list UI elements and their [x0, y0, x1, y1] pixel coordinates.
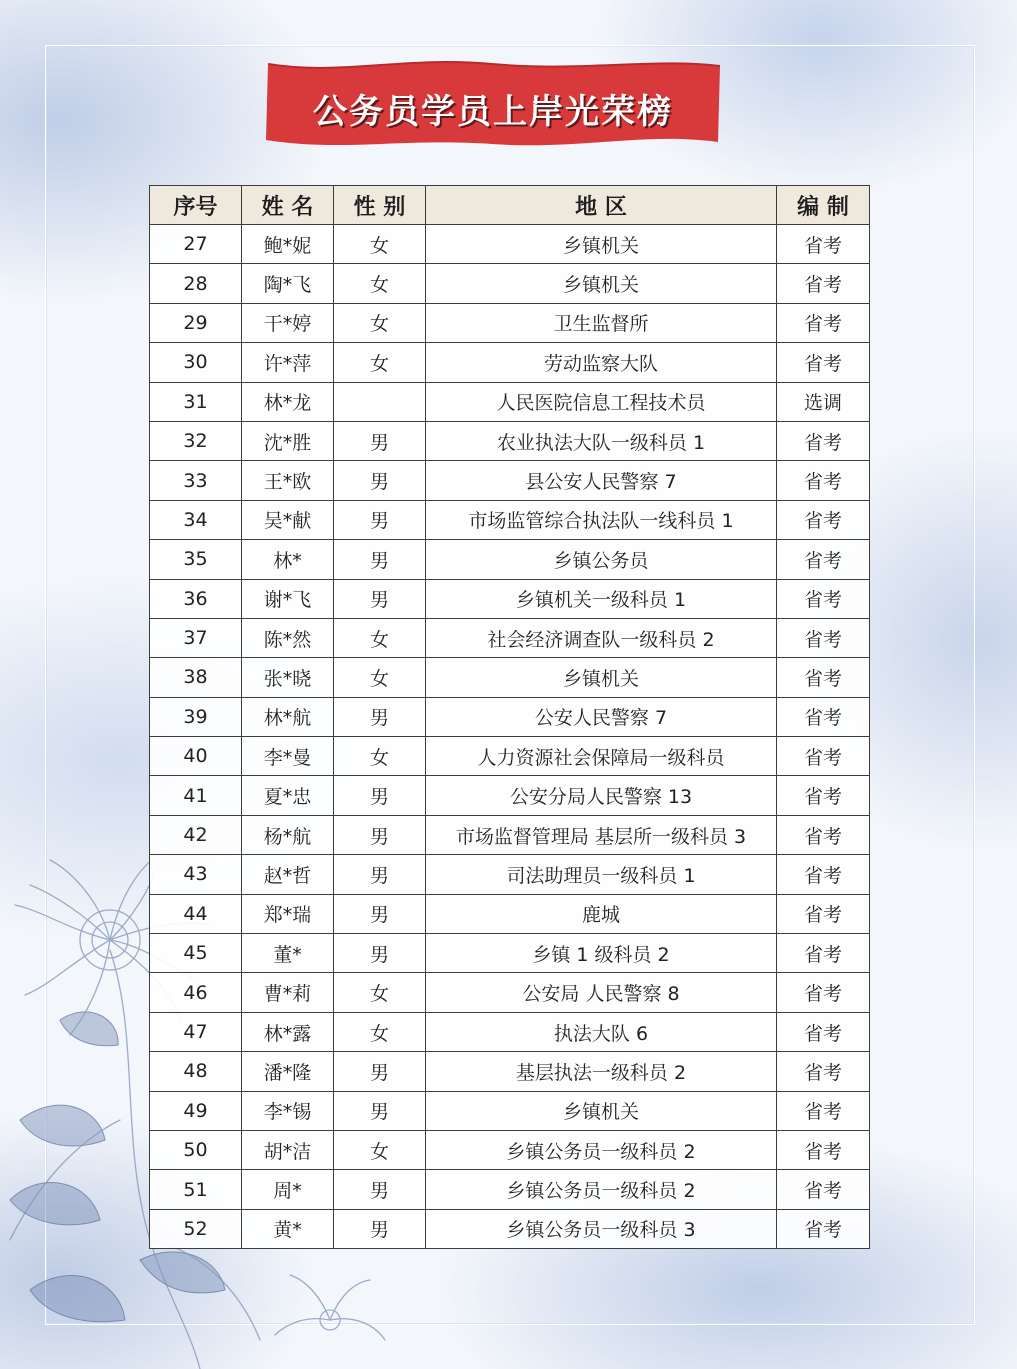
table-row — [150, 1130, 870, 1169]
cell-gender: 男 — [334, 500, 426, 539]
table-row — [150, 303, 870, 342]
header-gender: 性 别 — [334, 186, 426, 225]
cell-region: 市场监管综合执法队一线科员 1 — [426, 500, 777, 539]
cell-number: 50 — [150, 1130, 242, 1169]
cell-number: 33 — [150, 461, 242, 500]
cell-category: 省考 — [777, 461, 870, 500]
cell-gender: 女 — [334, 264, 426, 303]
honor-roll-table — [149, 185, 870, 1249]
table-row — [150, 421, 870, 460]
cell-name: 潘*隆 — [242, 1052, 334, 1091]
table-row — [150, 579, 870, 618]
cell-number: 31 — [150, 382, 242, 421]
cell-gender: 男 — [334, 461, 426, 500]
table-row — [150, 382, 870, 421]
cell-region: 乡镇机关 — [426, 1091, 777, 1130]
cell-number: 27 — [150, 225, 242, 264]
cell-name: 赵*哲 — [242, 855, 334, 894]
cell-name: 林*航 — [242, 697, 334, 736]
cell-number: 32 — [150, 421, 242, 460]
cell-region: 乡镇公务员一级科员 3 — [426, 1209, 777, 1248]
cell-number: 45 — [150, 934, 242, 973]
cell-number: 49 — [150, 1091, 242, 1130]
cell-category: 省考 — [777, 934, 870, 973]
cell-region: 县公安人民警察 7 — [426, 461, 777, 500]
cell-category: 省考 — [777, 894, 870, 933]
table-row — [150, 934, 870, 973]
cell-category: 省考 — [777, 776, 870, 815]
cell-number: 51 — [150, 1170, 242, 1209]
cell-name: 陈*然 — [242, 618, 334, 657]
cell-category: 省考 — [777, 618, 870, 657]
cell-name: 胡*洁 — [242, 1130, 334, 1169]
cell-number: 37 — [150, 618, 242, 657]
cell-name: 谢*飞 — [242, 579, 334, 618]
cell-number: 43 — [150, 855, 242, 894]
cell-number: 30 — [150, 343, 242, 382]
cell-gender: 女 — [334, 343, 426, 382]
cell-category: 省考 — [777, 500, 870, 539]
cell-number: 42 — [150, 815, 242, 854]
cell-category: 省考 — [777, 1130, 870, 1169]
cell-number: 46 — [150, 973, 242, 1012]
title-banner — [262, 58, 724, 154]
cell-name: 许*萍 — [242, 343, 334, 382]
cell-number: 36 — [150, 579, 242, 618]
cell-category: 省考 — [777, 540, 870, 579]
cell-category: 省考 — [777, 225, 870, 264]
header-number: 序号 — [150, 186, 242, 225]
cell-number: 47 — [150, 1012, 242, 1051]
cell-category: 省考 — [777, 1170, 870, 1209]
table-row — [150, 1012, 870, 1051]
header-category: 编 制 — [777, 186, 870, 225]
cell-category: 省考 — [777, 303, 870, 342]
cell-gender: 男 — [334, 540, 426, 579]
cell-gender: 男 — [334, 815, 426, 854]
cell-category: 选调 — [777, 382, 870, 421]
cell-name: 王*欧 — [242, 461, 334, 500]
table-row — [150, 264, 870, 303]
table-row — [150, 461, 870, 500]
cell-region: 公安人民警察 7 — [426, 697, 777, 736]
cell-category: 省考 — [777, 855, 870, 894]
cell-name: 李*曼 — [242, 737, 334, 776]
cell-name: 李*锡 — [242, 1091, 334, 1130]
cell-gender: 男 — [334, 697, 426, 736]
table-row — [150, 776, 870, 815]
cell-region: 乡镇 1 级科员 2 — [426, 934, 777, 973]
cell-name: 曹*莉 — [242, 973, 334, 1012]
table-row — [150, 1091, 870, 1130]
cell-category: 省考 — [777, 815, 870, 854]
cell-name: 林* — [242, 540, 334, 579]
cell-number: 39 — [150, 697, 242, 736]
cell-gender: 男 — [334, 1091, 426, 1130]
cell-category: 省考 — [777, 421, 870, 460]
cell-region: 司法助理员一级科员 1 — [426, 855, 777, 894]
table-row — [150, 225, 870, 264]
cell-name: 林*露 — [242, 1012, 334, 1051]
cell-region: 乡镇机关 — [426, 264, 777, 303]
cell-gender: 男 — [334, 894, 426, 933]
cell-number: 28 — [150, 264, 242, 303]
cell-gender: 女 — [334, 737, 426, 776]
cell-region: 人力资源社会保障局一级科员 — [426, 737, 777, 776]
cell-name: 陶*飞 — [242, 264, 334, 303]
cell-region: 乡镇机关 — [426, 225, 777, 264]
cell-gender: 男 — [334, 1209, 426, 1248]
cell-gender: 男 — [334, 855, 426, 894]
cell-name: 夏*忠 — [242, 776, 334, 815]
cell-category: 省考 — [777, 579, 870, 618]
cell-category: 省考 — [777, 264, 870, 303]
cell-region: 乡镇机关一级科员 1 — [426, 579, 777, 618]
table-row — [150, 973, 870, 1012]
table-row — [150, 540, 870, 579]
cell-gender: 男 — [334, 776, 426, 815]
cell-category: 省考 — [777, 1209, 870, 1248]
banner-title: 公务员学员上岸光荣榜 — [313, 92, 673, 132]
cell-category: 省考 — [777, 658, 870, 697]
cell-region: 公安局 人民警察 8 — [426, 973, 777, 1012]
table-row — [150, 500, 870, 539]
cell-gender: 女 — [334, 225, 426, 264]
cell-name: 鲍*妮 — [242, 225, 334, 264]
table-body — [150, 225, 870, 1249]
table-row — [150, 737, 870, 776]
table-header-row — [150, 186, 870, 225]
cell-category: 省考 — [777, 1012, 870, 1051]
cell-category: 省考 — [777, 697, 870, 736]
cell-number: 29 — [150, 303, 242, 342]
cell-name: 周* — [242, 1170, 334, 1209]
cell-number: 34 — [150, 500, 242, 539]
cell-category: 省考 — [777, 737, 870, 776]
table-row — [150, 894, 870, 933]
cell-gender: 男 — [334, 1170, 426, 1209]
cell-gender: 男 — [334, 934, 426, 973]
cell-region: 卫生监督所 — [426, 303, 777, 342]
cell-number: 48 — [150, 1052, 242, 1091]
cell-name: 吴*献 — [242, 500, 334, 539]
table-row — [150, 658, 870, 697]
cell-region: 劳动监察大队 — [426, 343, 777, 382]
cell-region: 乡镇公务员 — [426, 540, 777, 579]
cell-region: 乡镇公务员一级科员 2 — [426, 1130, 777, 1169]
cell-category: 省考 — [777, 343, 870, 382]
cell-region: 乡镇公务员一级科员 2 — [426, 1170, 777, 1209]
cell-category: 省考 — [777, 1091, 870, 1130]
cell-gender: 女 — [334, 973, 426, 1012]
cell-name: 黄* — [242, 1209, 334, 1248]
header-name: 姓 名 — [242, 186, 334, 225]
table-row — [150, 1209, 870, 1248]
cell-number: 52 — [150, 1209, 242, 1248]
cell-region: 执法大队 6 — [426, 1012, 777, 1051]
table-row — [150, 1170, 870, 1209]
cell-number: 41 — [150, 776, 242, 815]
cell-name: 杨*航 — [242, 815, 334, 854]
cell-number: 44 — [150, 894, 242, 933]
cell-region: 公安分局人民警察 13 — [426, 776, 777, 815]
table-row — [150, 343, 870, 382]
cell-gender: 女 — [334, 1012, 426, 1051]
cell-category: 省考 — [777, 1052, 870, 1091]
cell-category: 省考 — [777, 973, 870, 1012]
table-row — [150, 855, 870, 894]
table-row — [150, 697, 870, 736]
cell-number: 35 — [150, 540, 242, 579]
cell-gender — [334, 382, 426, 421]
cell-region: 农业执法大队一级科员 1 — [426, 421, 777, 460]
cell-region: 社会经济调查队一级科员 2 — [426, 618, 777, 657]
cell-gender: 男 — [334, 421, 426, 460]
cell-name: 沈*胜 — [242, 421, 334, 460]
cell-name: 董* — [242, 934, 334, 973]
cell-gender: 男 — [334, 1052, 426, 1091]
cell-region: 基层执法一级科员 2 — [426, 1052, 777, 1091]
table-row — [150, 618, 870, 657]
cell-gender: 男 — [334, 579, 426, 618]
cell-gender: 女 — [334, 1130, 426, 1169]
cell-number: 38 — [150, 658, 242, 697]
table-row — [150, 1052, 870, 1091]
cell-name: 林*龙 — [242, 382, 334, 421]
cell-name: 干*婷 — [242, 303, 334, 342]
cell-name: 张*晓 — [242, 658, 334, 697]
cell-gender: 女 — [334, 658, 426, 697]
cell-region: 乡镇机关 — [426, 658, 777, 697]
cell-region: 市场监督管理局 基层所一级科员 3 — [426, 815, 777, 854]
cell-region: 人民医院信息工程技术员 — [426, 382, 777, 421]
header-region: 地 区 — [426, 186, 777, 225]
cell-region: 鹿城 — [426, 894, 777, 933]
cell-gender: 女 — [334, 618, 426, 657]
cell-name: 郑*瑞 — [242, 894, 334, 933]
cell-gender: 女 — [334, 303, 426, 342]
table-row — [150, 815, 870, 854]
cell-number: 40 — [150, 737, 242, 776]
